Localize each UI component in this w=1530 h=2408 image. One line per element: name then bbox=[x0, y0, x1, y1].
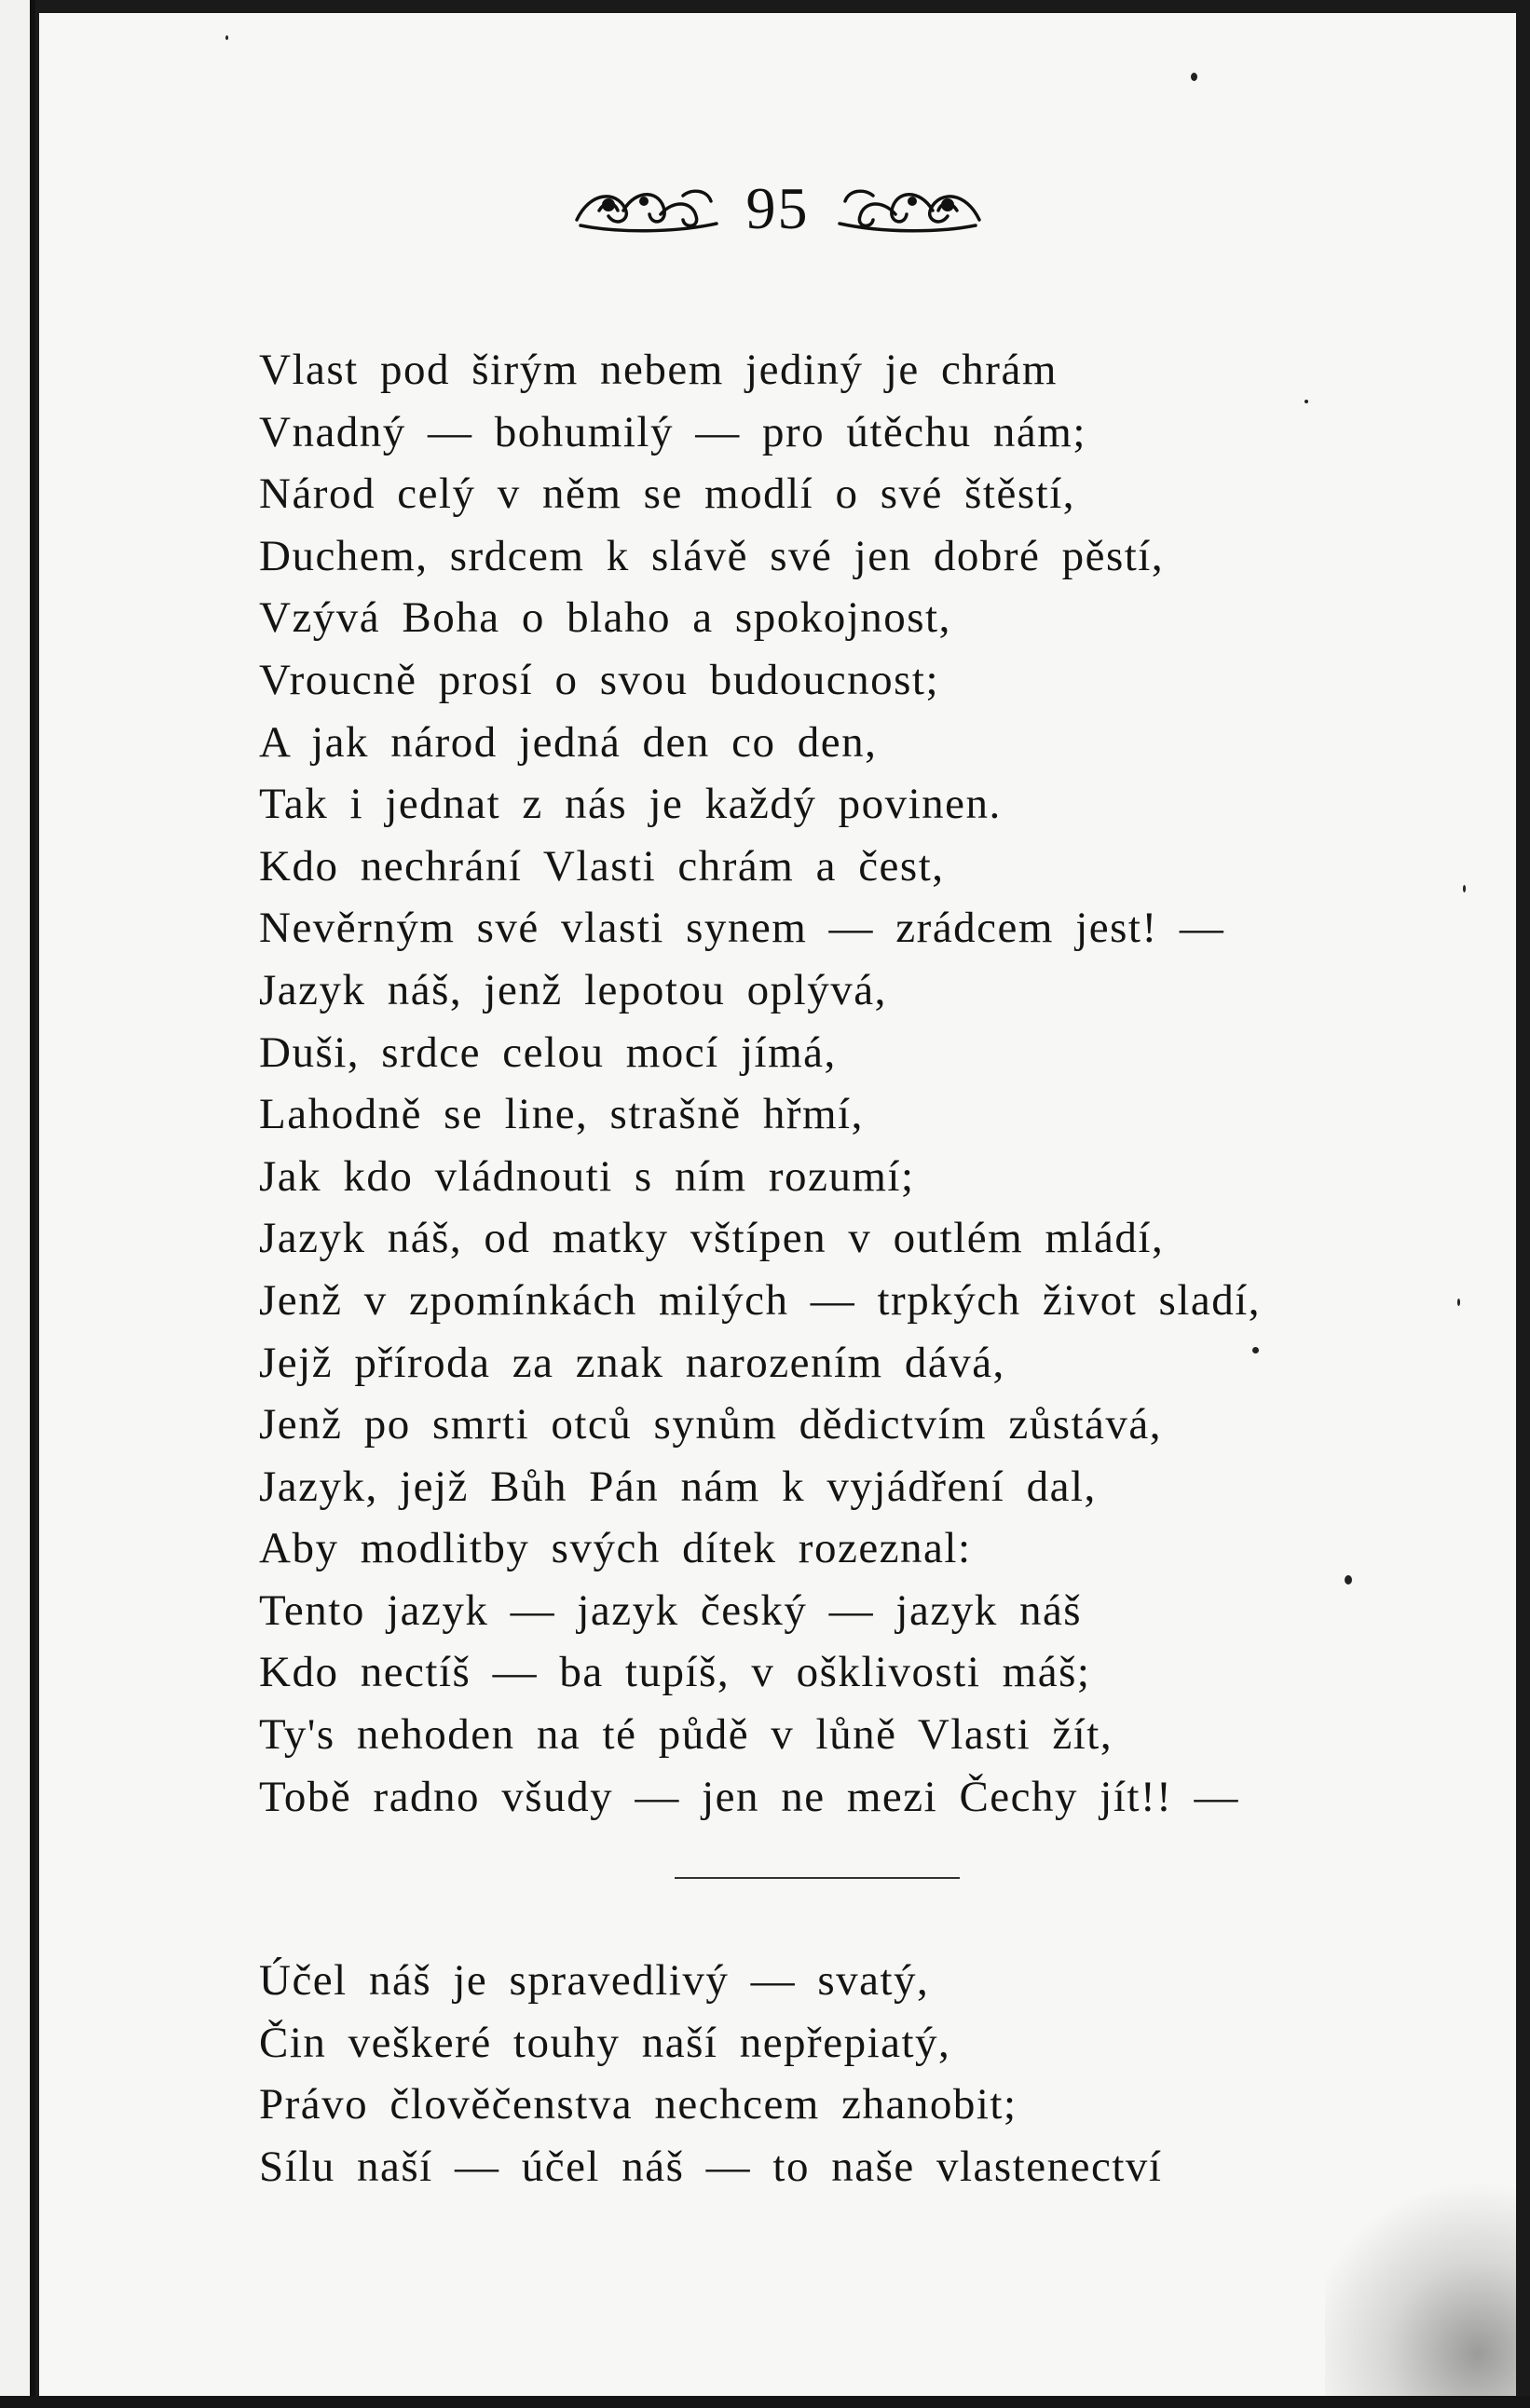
verse-line: Účel náš je spravedlivý — svatý, bbox=[259, 1956, 930, 2005]
verse-line: Vzývá Boha o blaho a spokojnost, bbox=[259, 593, 951, 643]
paper-speck bbox=[1345, 1575, 1352, 1585]
verse-line: Duchem, srdcem k slávě své jen dobré pěstí, bbox=[259, 531, 1165, 580]
verse-line: Kdo nectíš — ba tupíš, v ošklivosti máš; bbox=[259, 1648, 1091, 1697]
verse-line: Tobě radno všudy — jen ne mezi Čechy jít!! — bbox=[259, 1772, 1240, 1821]
section-divider bbox=[675, 1877, 960, 1879]
verse-line: Aby modlitby svých dítek rozeznal: bbox=[259, 1524, 972, 1573]
verse-line: Jazyk, jejž Bůh Pán nám k vyjádření dal, bbox=[259, 1462, 1097, 1511]
verse-line: Lahodně se line, strašně hřmí, bbox=[259, 1090, 864, 1139]
floral-ornament-left-icon bbox=[571, 183, 720, 235]
scan-border-bottom bbox=[0, 2396, 1530, 2408]
page-number: 95 bbox=[745, 175, 810, 241]
paper-speck bbox=[1463, 885, 1466, 892]
verse-line: Vnadný — bohumilý — pro útěchu nám; bbox=[259, 407, 1086, 456]
verse-line: Jazyk náš, jenž lepotou oplývá, bbox=[259, 965, 887, 1014]
verse-line: Kdo nechrání Vlasti chrám a čest, bbox=[259, 841, 945, 891]
verse-line: Tento jazyk — jazyk český — jazyk náš bbox=[259, 1585, 1083, 1635]
verse-line: Ty's nehoden na té půdě v lůně Vlasti žít, bbox=[259, 1710, 1113, 1760]
verse-line: Sílu naší — účel náš — to naše vlastenectví bbox=[259, 2142, 1163, 2191]
verse-line: Právo člověčenstva nechcem zhanobit; bbox=[259, 2080, 1018, 2129]
adjacent-page-edge bbox=[0, 0, 35, 2408]
verse-line: Vlast pod širým nebem jediný je chrám bbox=[259, 346, 1058, 394]
verse-line: Čin veškeré touhy naší nepřepiatý, bbox=[259, 2018, 951, 2067]
page-header bbox=[39, 162, 1516, 255]
verse-line: A jak národ jedná den co den, bbox=[259, 717, 878, 767]
paper-speck bbox=[1457, 1299, 1460, 1306]
paper-speck bbox=[1191, 73, 1197, 81]
verse-line: Jazyk náš, od matky vštípen v outlém mládí, bbox=[259, 1214, 1165, 1263]
paper-speck bbox=[1305, 400, 1308, 403]
verse-line: Jenž v zpomínkách milých — trpkých život sladí, bbox=[259, 1275, 1262, 1325]
verse-line: Jak kdo vládnouti s ním rozumí; bbox=[259, 1151, 915, 1201]
paper-speck bbox=[1252, 1347, 1259, 1354]
verse-line: Jenž po smrti otců synům dědictvím zůstává, bbox=[259, 1400, 1163, 1449]
floral-ornament-right-icon bbox=[836, 183, 985, 235]
verse-line: Národ celý v něm se modlí o své štěstí, bbox=[259, 469, 1075, 519]
poem-stanza-2 bbox=[259, 1950, 1377, 2197]
verse-line: Tak i jednat z nás je každý povinen. bbox=[259, 780, 1002, 829]
verse-line: Jejž příroda za znak narozením dává, bbox=[259, 1338, 1005, 1387]
book-page bbox=[39, 13, 1516, 2396]
verse-line: Vroucně prosí o svou budoucnost; bbox=[259, 655, 940, 704]
paper-speck bbox=[225, 35, 228, 40]
verse-line: Nevěrným své vlasti synem — zrádcem jest! — bbox=[259, 904, 1225, 953]
verse-line: Duši, srdce celou mocí jímá, bbox=[259, 1027, 837, 1077]
paper-stain bbox=[1325, 2184, 1516, 2396]
poem-stanza-1 bbox=[259, 339, 1377, 1828]
